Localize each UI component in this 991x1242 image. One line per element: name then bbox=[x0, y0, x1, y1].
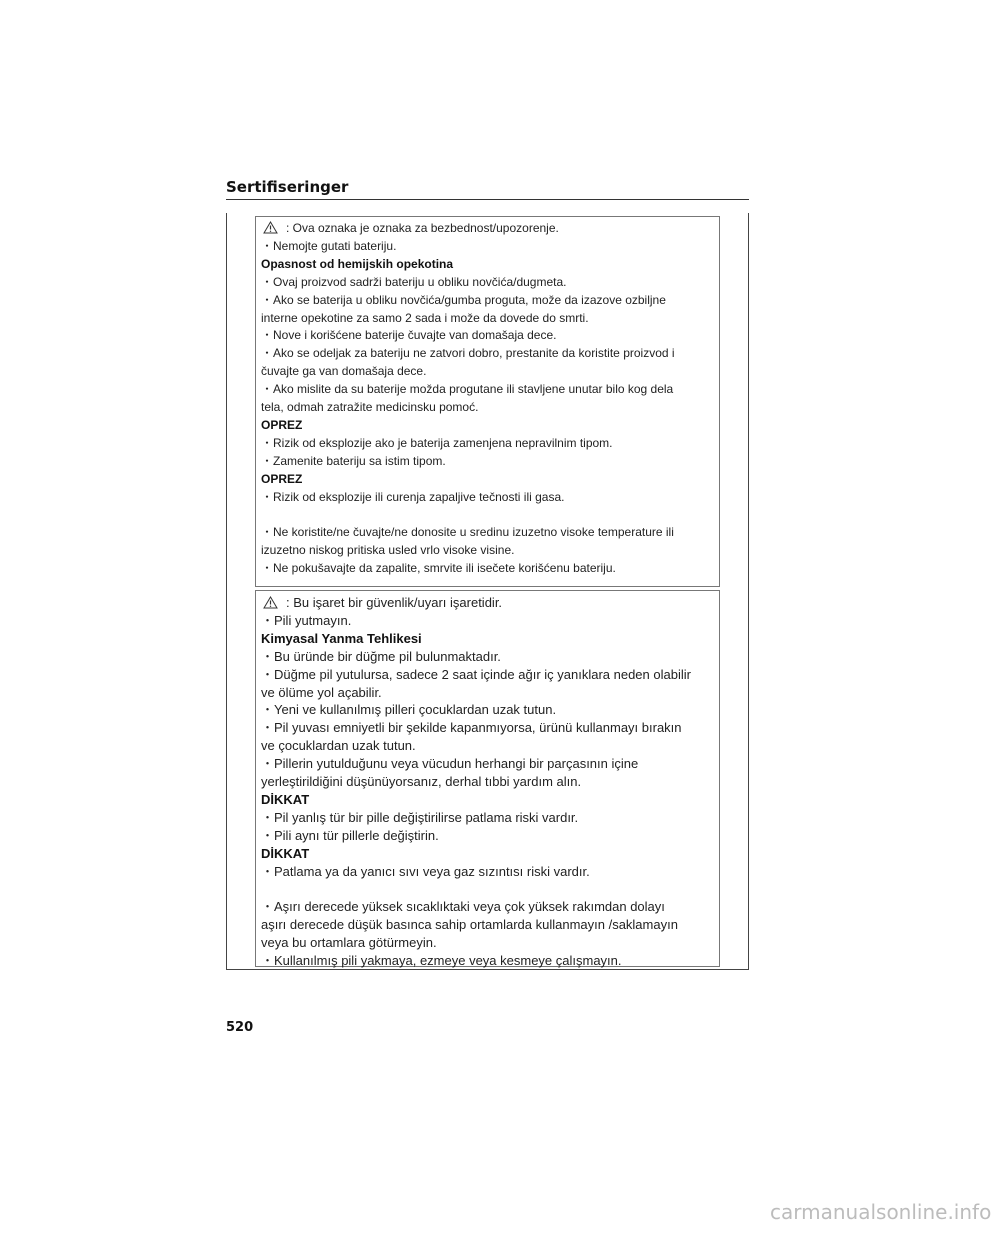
notice-line: ・Bu üründe bir düğme pil bulunmaktadır. bbox=[261, 648, 501, 664]
warning-triangle-icon bbox=[263, 221, 278, 234]
title-divider bbox=[226, 199, 749, 200]
notice-heading: Opasnost od hemijskih opekotina bbox=[261, 256, 454, 271]
notice-heading: OPREZ bbox=[261, 471, 303, 486]
notice-line: ・Pili yutmayın. bbox=[261, 612, 352, 628]
notice-line: ・Pili aynı tür pillerle değiştirin. bbox=[261, 827, 439, 843]
notice-line: ・Ako se odeljak za bateriju ne zatvori dobro, prestanite da koristite proizvod i bbox=[261, 346, 675, 361]
notice-spacer bbox=[261, 507, 714, 525]
notice-serbian bbox=[255, 216, 720, 587]
notice-spacer bbox=[261, 881, 714, 899]
notice-line: ・Pil yuvası emniyetli bir şekilde kapanmıyorsa, ürünü kullanmayı bırakın bbox=[261, 720, 682, 736]
symbol-description: : Ova oznaka je oznaka za bezbednost/upozorenje. bbox=[286, 221, 559, 235]
notice-line: ・Ako se baterija u obliku novčića/gumba proguta, može da izazove ozbiljne bbox=[261, 292, 666, 307]
page-number: 520 bbox=[226, 1020, 254, 1035]
notice-line: ・Rizik od eksplozije ako je baterija zamenjena nepravilnim tipom. bbox=[261, 435, 613, 450]
site-watermark: carmanualsonline.info bbox=[770, 1200, 991, 1224]
notice-line: ・Ako mislite da su baterije možda progutane ili stavljene unutar bilo kog dela bbox=[261, 382, 674, 397]
section-title: Sertifiseringer bbox=[226, 178, 349, 196]
notice-heading: Kimyasal Yanma Tehlikesi bbox=[261, 630, 422, 646]
notice-line: ・Ne koristite/ne čuvajte/ne donosite u sredinu izuzetno visoke temperature ili bbox=[261, 525, 674, 540]
notice-line: aşırı derecede düşük basınca sahip ortamlarda kullanmayın /saklamayın bbox=[261, 917, 678, 933]
notice-line: ・Kullanılmış pili yakmaya, ezmeye veya kesmeye çalışmayın. bbox=[261, 953, 622, 969]
notice-line: ・Ne pokušavajte da zapalite, smrvite ili isečete korišćenu bateriju. bbox=[261, 561, 616, 576]
notice-turkish bbox=[255, 590, 720, 967]
notice-line: ・Nemojte gutati bateriju. bbox=[261, 238, 397, 253]
notice-line: ・Düğme pil yutulursa, sadece 2 saat içinde ağır iç yanıklara neden olabilir bbox=[261, 666, 691, 682]
notice-line: ve ölüme yol açabilir. bbox=[261, 684, 382, 700]
notice-line: ・Rizik od eksplozije ili curenja zapaljive tečnosti ili gasa. bbox=[261, 489, 565, 504]
notice-line: tela, odmah zatražite medicinsku pomoć. bbox=[261, 400, 479, 415]
symbol-line bbox=[261, 220, 714, 238]
notice-heading: OPREZ bbox=[261, 417, 303, 432]
notice-line: ・Pil yanlış tür bir pille değiştirilirse patlama riski vardır. bbox=[261, 809, 579, 825]
notice-heading: DİKKAT bbox=[261, 845, 310, 861]
notice-line: čuvajte ga van domašaja dece. bbox=[261, 364, 427, 379]
notice-line: ・Patlama ya da yanıcı sıvı veya gaz sızıntısı riski vardır. bbox=[261, 863, 590, 879]
symbol-line bbox=[261, 594, 714, 612]
symbol-description: : Bu işaret bir güvenlik/uyarı işaretidir. bbox=[286, 595, 503, 610]
notice-line: ・Pillerin yutulduğunu veya vücudun herhangi bir parçasının içine bbox=[261, 756, 639, 772]
notice-line: ・Nove i korišćene baterije čuvajte van domašaja dece. bbox=[261, 328, 557, 343]
notice-line: ・Ovaj proizvod sadrži bateriju u obliku novčića/dugmeta. bbox=[261, 274, 567, 289]
notice-line: ・Aşırı derecede yüksek sıcaklıktaki veya çok yüksek rakımdan dolayı bbox=[261, 899, 665, 915]
notice-line: ・Yeni ve kullanılmış pilleri çocuklardan uzak tutun. bbox=[261, 702, 557, 718]
notice-heading: DİKKAT bbox=[261, 791, 310, 807]
warning-triangle-icon bbox=[263, 596, 278, 609]
notice-line: ve çocuklardan uzak tutun. bbox=[261, 738, 416, 754]
notice-line: yerleştirildiğini düşünüyorsanız, derhal tıbbi yardım alın. bbox=[261, 774, 582, 790]
notice-line: interne opekotine za samo 2 sada i može da dovede do smrti. bbox=[261, 310, 589, 325]
notice-line: izuzetno niskog pritiska usled vrlo visoke visine. bbox=[261, 543, 515, 558]
notice-line: veya bu ortamlara götürmeyin. bbox=[261, 935, 437, 951]
notice-line: ・Zamenite bateriju sa istim tipom. bbox=[261, 453, 446, 468]
